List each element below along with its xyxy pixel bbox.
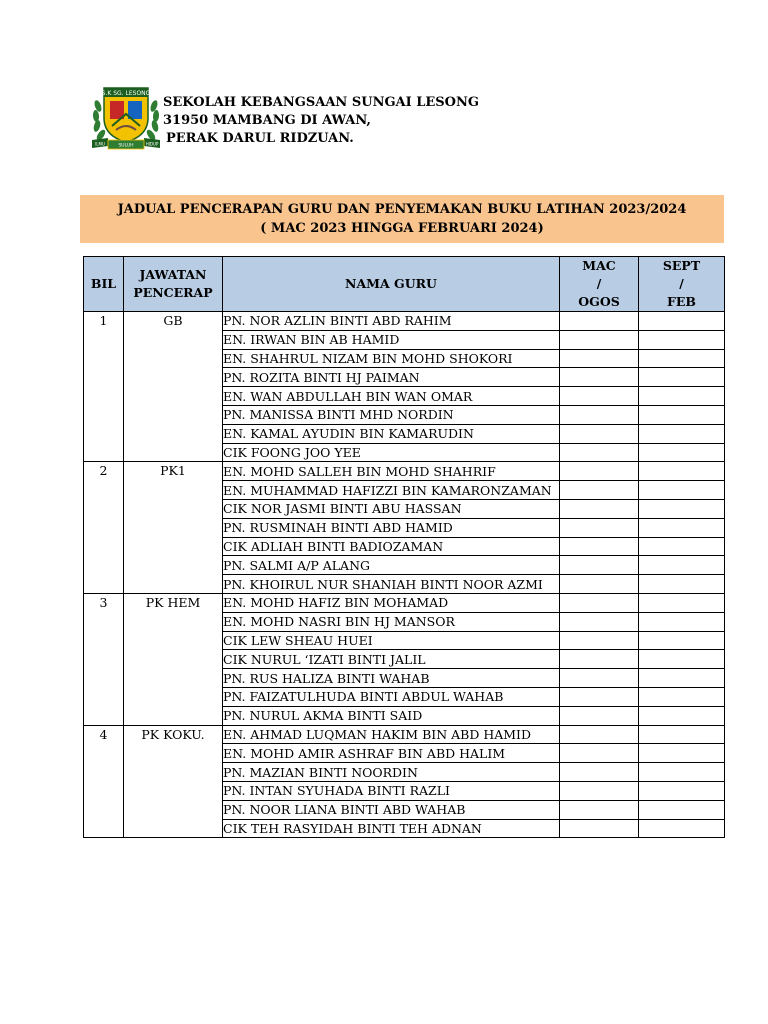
table-row bbox=[84, 725, 725, 744]
cell-sept-feb bbox=[639, 612, 725, 631]
cell-mac-ogos bbox=[560, 405, 639, 424]
cell-mac-ogos bbox=[560, 687, 639, 706]
cell-sept-feb bbox=[639, 687, 725, 706]
cell-sept-feb bbox=[639, 499, 725, 518]
logo-ribbon-center: SULUH bbox=[118, 143, 134, 149]
schedule-title-banner bbox=[80, 195, 724, 243]
cell-nama-guru: EN. WAN ABDULLAH BIN WAN OMAR bbox=[223, 387, 560, 406]
cell-mac-ogos bbox=[560, 800, 639, 819]
cell-nama-guru: PN. MAZIAN BINTI NOORDIN bbox=[223, 763, 560, 782]
logo-ribbon-right: HIDUP bbox=[145, 141, 159, 147]
cell-sept-feb bbox=[639, 518, 725, 537]
school-state: PERAK DARUL RIDZUAN. bbox=[166, 131, 354, 146]
cell-sept-feb bbox=[639, 706, 725, 725]
school-postcode-town: 31950 MAMBANG DI AWAN, bbox=[163, 113, 371, 128]
cell-nama-guru: EN. MUHAMMAD HAFIZZI BIN KAMARONZAMAN bbox=[223, 481, 560, 500]
table-row bbox=[84, 593, 725, 612]
cell-nama-guru: CIK ADLIAH BINTI BADIOZAMAN bbox=[223, 537, 560, 556]
cell-bil: 2 bbox=[84, 462, 124, 594]
header-jawatan: JAWATAN PENCERAP bbox=[124, 257, 223, 312]
schedule-period: ( MAC 2023 HINGGA FEBRUARI 2024) bbox=[260, 221, 544, 236]
cell-sept-feb bbox=[639, 424, 725, 443]
cell-jawatan-pencerap: PK KOKU. bbox=[124, 725, 223, 838]
cell-sept-feb bbox=[639, 744, 725, 763]
table-row bbox=[84, 462, 725, 481]
cell-sept-feb bbox=[639, 781, 725, 800]
cell-nama-guru: PN. INTAN SYUHADA BINTI RAZLI bbox=[223, 781, 560, 800]
cell-nama-guru: PN. SALMI A/P ALANG bbox=[223, 556, 560, 575]
cell-sept-feb bbox=[639, 443, 725, 462]
cell-mac-ogos bbox=[560, 312, 639, 331]
cell-nama-guru: PN. NOOR LIANA BINTI ABD WAHAB bbox=[223, 800, 560, 819]
cell-nama-guru: PN. KHOIRUL NUR SHANIAH BINTI NOOR AZMI bbox=[223, 575, 560, 594]
cell-nama-guru: EN. KAMAL AYUDIN BIN KAMARUDIN bbox=[223, 424, 560, 443]
cell-nama-guru: EN. AHMAD LUQMAN HAKIM BIN ABD HAMID bbox=[223, 725, 560, 744]
logo-ribbon-left: ILMU bbox=[95, 141, 105, 147]
cell-sept-feb bbox=[639, 462, 725, 481]
cell-sept-feb bbox=[639, 669, 725, 688]
cell-nama-guru: CIK LEW SHEAU HUEI bbox=[223, 631, 560, 650]
cell-bil: 3 bbox=[84, 593, 124, 725]
cell-nama-guru: EN. MOHD HAFIZ BIN MOHAMAD bbox=[223, 593, 560, 612]
cell-mac-ogos bbox=[560, 481, 639, 500]
cell-mac-ogos bbox=[560, 763, 639, 782]
cell-mac-ogos bbox=[560, 575, 639, 594]
cell-sept-feb bbox=[639, 631, 725, 650]
cell-mac-ogos bbox=[560, 706, 639, 725]
cell-nama-guru: PN. RUSMINAH BINTI ABD HAMID bbox=[223, 518, 560, 537]
cell-sept-feb bbox=[639, 725, 725, 744]
schedule-title: JADUAL PENCERAPAN GURU DAN PENYEMAKAN BUKU LATIHAN 2023/2024 bbox=[117, 202, 687, 217]
cell-mac-ogos bbox=[560, 781, 639, 800]
cell-mac-ogos bbox=[560, 499, 639, 518]
cell-mac-ogos bbox=[560, 462, 639, 481]
table-row bbox=[84, 312, 725, 331]
schedule-table-body bbox=[84, 312, 725, 838]
cell-mac-ogos bbox=[560, 368, 639, 387]
cell-mac-ogos bbox=[560, 330, 639, 349]
school-logo bbox=[90, 84, 162, 152]
cell-mac-ogos bbox=[560, 744, 639, 763]
cell-mac-ogos bbox=[560, 593, 639, 612]
cell-nama-guru: EN. IRWAN BIN AB HAMID bbox=[223, 330, 560, 349]
table-header-row bbox=[84, 257, 725, 312]
cell-nama-guru: EN. MOHD AMIR ASHRAF BIN ABD HALIM bbox=[223, 744, 560, 763]
cell-sept-feb bbox=[639, 330, 725, 349]
cell-nama-guru: EN. MOHD NASRI BIN HJ MANSOR bbox=[223, 612, 560, 631]
cell-nama-guru: PN. NOR AZLIN BINTI ABD RAHIM bbox=[223, 312, 560, 331]
cell-sept-feb bbox=[639, 819, 725, 838]
cell-mac-ogos bbox=[560, 424, 639, 443]
cell-sept-feb bbox=[639, 650, 725, 669]
cell-jawatan-pencerap: PK HEM bbox=[124, 593, 223, 725]
cell-sept-feb bbox=[639, 405, 725, 424]
cell-sept-feb bbox=[639, 593, 725, 612]
cell-jawatan-pencerap: PK1 bbox=[124, 462, 223, 594]
header-sept-feb: SEPT / FEB bbox=[639, 257, 725, 312]
cell-mac-ogos bbox=[560, 612, 639, 631]
cell-sept-feb bbox=[639, 556, 725, 575]
cell-sept-feb bbox=[639, 349, 725, 368]
cell-sept-feb bbox=[639, 368, 725, 387]
cell-sept-feb bbox=[639, 575, 725, 594]
cell-mac-ogos bbox=[560, 650, 639, 669]
header-mac-ogos: MAC / OGOS bbox=[560, 257, 639, 312]
cell-mac-ogos bbox=[560, 669, 639, 688]
logo-top-text: S.K SG. LESONG bbox=[101, 90, 151, 97]
cell-sept-feb bbox=[639, 800, 725, 819]
cell-nama-guru: PN. RUS HALIZA BINTI WAHAB bbox=[223, 669, 560, 688]
cell-mac-ogos bbox=[560, 556, 639, 575]
cell-mac-ogos bbox=[560, 819, 639, 838]
cell-bil: 4 bbox=[84, 725, 124, 838]
cell-sept-feb bbox=[639, 763, 725, 782]
cell-sept-feb bbox=[639, 387, 725, 406]
cell-mac-ogos bbox=[560, 537, 639, 556]
cell-nama-guru: PN. FAIZATULHUDA BINTI ABDUL WAHAB bbox=[223, 687, 560, 706]
cell-bil: 1 bbox=[84, 312, 124, 462]
cell-sept-feb bbox=[639, 312, 725, 331]
header-nama-guru: NAMA GURU bbox=[223, 257, 560, 312]
cell-nama-guru: CIK NURUL ‘IZATI BINTI JALIL bbox=[223, 650, 560, 669]
cell-mac-ogos bbox=[560, 631, 639, 650]
school-name: SEKOLAH KEBANGSAAN SUNGAI LESONG bbox=[163, 95, 479, 110]
cell-nama-guru: PN. NURUL AKMA BINTI SAID bbox=[223, 706, 560, 725]
cell-mac-ogos bbox=[560, 518, 639, 537]
cell-mac-ogos bbox=[560, 349, 639, 368]
schedule-table bbox=[83, 256, 725, 838]
cell-jawatan-pencerap: GB bbox=[124, 312, 223, 462]
cell-nama-guru: EN. MOHD SALLEH BIN MOHD SHAHRIF bbox=[223, 462, 560, 481]
cell-nama-guru: CIK FOONG JOO YEE bbox=[223, 443, 560, 462]
cell-mac-ogos bbox=[560, 387, 639, 406]
cell-nama-guru: PN. ROZITA BINTI HJ PAIMAN bbox=[223, 368, 560, 387]
cell-nama-guru: PN. MANISSA BINTI MHD NORDIN bbox=[223, 405, 560, 424]
school-address bbox=[163, 94, 479, 148]
cell-nama-guru: CIK NOR JASMI BINTI ABU HASSAN bbox=[223, 499, 560, 518]
header-bil: BIL bbox=[84, 257, 124, 312]
cell-sept-feb bbox=[639, 481, 725, 500]
cell-nama-guru: CIK TEH RASYIDAH BINTI TEH ADNAN bbox=[223, 819, 560, 838]
cell-mac-ogos bbox=[560, 725, 639, 744]
cell-sept-feb bbox=[639, 537, 725, 556]
cell-nama-guru: EN. SHAHRUL NIZAM BIN MOHD SHOKORI bbox=[223, 349, 560, 368]
cell-mac-ogos bbox=[560, 443, 639, 462]
